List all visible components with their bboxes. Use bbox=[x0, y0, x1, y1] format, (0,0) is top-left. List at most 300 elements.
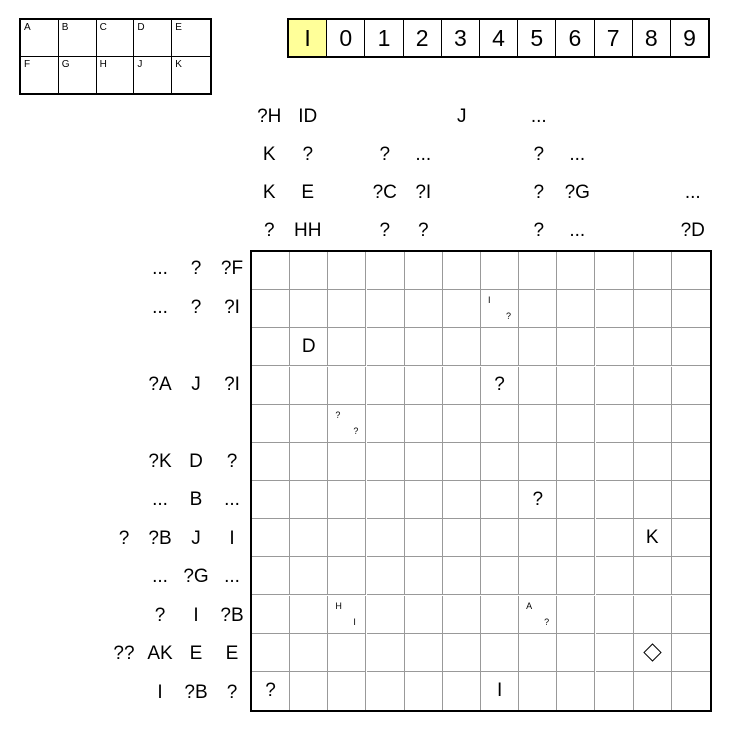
column-clue-group bbox=[597, 98, 636, 250]
column-clue-group bbox=[289, 98, 328, 250]
grid-cell[interactable] bbox=[596, 481, 634, 519]
grid-cell[interactable] bbox=[252, 405, 290, 443]
column-clue bbox=[366, 98, 405, 136]
grid-cell[interactable] bbox=[443, 519, 481, 557]
pencil-mark: A bbox=[526, 600, 533, 611]
column-clue bbox=[443, 212, 482, 250]
cell-value: D bbox=[301, 335, 316, 357]
row-clue-group bbox=[70, 250, 250, 289]
row-clue-group bbox=[70, 404, 250, 443]
column-clue-group bbox=[635, 98, 674, 250]
row-clue: ... bbox=[224, 489, 240, 511]
grid-cell[interactable] bbox=[405, 252, 443, 290]
column-clue bbox=[327, 174, 366, 212]
row-clues bbox=[70, 250, 250, 712]
row-clue bbox=[106, 366, 142, 405]
row-clue: AK bbox=[147, 643, 173, 665]
row-clue: ?B bbox=[184, 681, 208, 703]
row-clue bbox=[70, 250, 106, 289]
row-clue-group bbox=[70, 597, 250, 636]
row-clue bbox=[70, 404, 106, 443]
grid-cell[interactable] bbox=[405, 328, 443, 366]
column-clue: ? bbox=[533, 220, 545, 241]
column-clue bbox=[327, 136, 366, 174]
grid-cell[interactable] bbox=[519, 443, 557, 481]
palette-item[interactable]: 5 bbox=[518, 20, 556, 56]
grid-cell[interactable] bbox=[290, 328, 328, 366]
column-clue bbox=[327, 98, 366, 136]
grid-cell[interactable] bbox=[557, 405, 595, 443]
grid-cell[interactable] bbox=[443, 481, 481, 519]
grid-cell[interactable] bbox=[519, 367, 557, 405]
column-clue bbox=[597, 212, 636, 250]
column-clue: ?I bbox=[415, 182, 432, 203]
row-clue bbox=[106, 289, 142, 328]
legend-cell: F bbox=[21, 57, 59, 94]
grid-cell[interactable] bbox=[405, 519, 443, 557]
column-clue bbox=[481, 212, 520, 250]
row-clue: D bbox=[189, 450, 203, 472]
row-clue: B bbox=[189, 489, 203, 511]
row-clue-group bbox=[70, 635, 250, 674]
row-clue-group bbox=[70, 558, 250, 597]
row-clue-group bbox=[70, 366, 250, 405]
row-clue: ... bbox=[152, 566, 168, 588]
row-clue: E bbox=[189, 643, 203, 665]
column-clue bbox=[481, 174, 520, 212]
grid-cell[interactable] bbox=[672, 557, 710, 595]
grid-cell[interactable] bbox=[367, 405, 405, 443]
grid-cell[interactable] bbox=[557, 519, 595, 557]
grid-cell[interactable] bbox=[481, 367, 519, 405]
grid-cell[interactable] bbox=[290, 290, 328, 328]
grid-cell[interactable] bbox=[557, 672, 595, 710]
row-clue bbox=[70, 558, 106, 597]
grid-cell[interactable] bbox=[328, 328, 366, 366]
column-clue-group bbox=[558, 98, 597, 250]
grid-cell[interactable] bbox=[328, 405, 366, 443]
column-clue: HH bbox=[294, 220, 322, 241]
legend-cell: B bbox=[59, 20, 97, 57]
grid-cell[interactable] bbox=[596, 252, 634, 290]
grid-cell[interactable] bbox=[634, 672, 672, 710]
grid-cell[interactable] bbox=[481, 596, 519, 634]
grid-cell[interactable] bbox=[252, 481, 290, 519]
grid-cell[interactable] bbox=[328, 252, 366, 290]
column-clue bbox=[597, 174, 636, 212]
grid-cell[interactable] bbox=[596, 290, 634, 328]
column-clue bbox=[597, 136, 636, 174]
grid-cell[interactable] bbox=[481, 290, 519, 328]
column-clue-group bbox=[674, 98, 713, 250]
pencil-mark: ? bbox=[335, 409, 341, 420]
grid-cell[interactable] bbox=[328, 481, 366, 519]
grid-cell[interactable] bbox=[519, 252, 557, 290]
row-clue: ? bbox=[190, 296, 202, 318]
grid-cell[interactable] bbox=[634, 557, 672, 595]
legend-cell: G bbox=[59, 57, 97, 94]
grid-cell[interactable] bbox=[367, 596, 405, 634]
grid-cell[interactable] bbox=[367, 519, 405, 557]
grid-cell[interactable] bbox=[481, 634, 519, 672]
grid-cell[interactable] bbox=[328, 672, 366, 710]
grid-cell[interactable] bbox=[634, 443, 672, 481]
row-clue: ?I bbox=[224, 373, 240, 395]
grid-cell[interactable] bbox=[290, 634, 328, 672]
symbol-palette bbox=[287, 18, 710, 58]
grid-cell[interactable] bbox=[557, 481, 595, 519]
column-clue: K bbox=[262, 182, 276, 203]
grid-cell[interactable] bbox=[443, 634, 481, 672]
grid-cell[interactable] bbox=[328, 557, 366, 595]
grid-cell[interactable] bbox=[367, 367, 405, 405]
row-clue: ... bbox=[152, 489, 168, 511]
grid-cell[interactable] bbox=[481, 481, 519, 519]
grid-cell[interactable] bbox=[557, 443, 595, 481]
grid-cell[interactable] bbox=[367, 252, 405, 290]
column-clue bbox=[635, 174, 674, 212]
grid-cell[interactable] bbox=[672, 367, 710, 405]
row-clue: I bbox=[193, 604, 199, 626]
grid-cell[interactable] bbox=[328, 443, 366, 481]
row-clue-group bbox=[70, 481, 250, 520]
grid-cell[interactable] bbox=[519, 557, 557, 595]
palette-item[interactable]: 7 bbox=[595, 20, 633, 56]
legend-cell: D bbox=[134, 20, 172, 57]
grid-cell[interactable] bbox=[672, 328, 710, 366]
grid-cell[interactable] bbox=[672, 672, 710, 710]
row-clue bbox=[106, 327, 142, 366]
row-clue bbox=[70, 443, 106, 482]
row-clue bbox=[70, 289, 106, 328]
row-clue-group bbox=[70, 327, 250, 366]
grid-cell[interactable] bbox=[596, 596, 634, 634]
grid-cell[interactable] bbox=[252, 328, 290, 366]
legend-cell: K bbox=[175, 58, 182, 70]
pencil-mark: H bbox=[335, 600, 342, 611]
column-clue: ? bbox=[533, 144, 545, 165]
grid-cell[interactable] bbox=[328, 596, 366, 634]
palette-item[interactable]: 1 bbox=[365, 20, 403, 56]
row-clue bbox=[178, 404, 214, 443]
cell-value: K bbox=[645, 526, 659, 548]
grid-cell[interactable] bbox=[519, 328, 557, 366]
column-clue-group bbox=[366, 98, 405, 250]
grid-cell[interactable] bbox=[252, 557, 290, 595]
row-clue bbox=[106, 481, 142, 520]
cell-value: ? bbox=[532, 488, 544, 510]
row-clue bbox=[106, 404, 142, 443]
grid-cell[interactable] bbox=[672, 481, 710, 519]
grid-cell[interactable] bbox=[443, 328, 481, 366]
row-clue bbox=[214, 327, 250, 366]
grid-cell[interactable] bbox=[328, 367, 366, 405]
grid-cell[interactable] bbox=[290, 367, 328, 405]
column-clue-group bbox=[443, 98, 482, 250]
palette-item[interactable]: 9 bbox=[683, 24, 696, 51]
palette-item[interactable]: 0 bbox=[327, 20, 365, 56]
grid-cell[interactable] bbox=[557, 634, 595, 672]
row-clue: ?B bbox=[148, 527, 172, 549]
grid-cell[interactable] bbox=[672, 596, 710, 634]
column-clue bbox=[635, 212, 674, 250]
legend-cell: E bbox=[172, 20, 210, 57]
grid-cell[interactable] bbox=[634, 252, 672, 290]
grid-cell[interactable] bbox=[252, 672, 290, 710]
grid-cell[interactable] bbox=[519, 672, 557, 710]
row-clue: ? bbox=[118, 527, 130, 549]
legend-cell: J bbox=[134, 57, 172, 94]
grid-cell[interactable] bbox=[634, 634, 672, 672]
column-clue bbox=[443, 174, 482, 212]
grid-cell[interactable] bbox=[290, 252, 328, 290]
column-clue: K bbox=[262, 144, 276, 165]
grid-cell[interactable] bbox=[519, 290, 557, 328]
column-clue bbox=[558, 98, 597, 136]
pencil-mark: ? bbox=[544, 616, 550, 627]
grid-cell[interactable] bbox=[672, 252, 710, 290]
row-clue: ?G bbox=[183, 566, 209, 588]
grid-cell[interactable] bbox=[405, 405, 443, 443]
grid-cell[interactable] bbox=[481, 672, 519, 710]
grid-cell[interactable] bbox=[328, 634, 366, 672]
grid-cell[interactable] bbox=[634, 596, 672, 634]
row-clue: E bbox=[225, 643, 239, 665]
column-clue: ... bbox=[530, 106, 547, 127]
cell-value: ? bbox=[265, 679, 276, 701]
column-clue: ?H bbox=[257, 106, 282, 127]
grid-cell[interactable] bbox=[672, 519, 710, 557]
row-clue: ... bbox=[152, 296, 168, 318]
puzzle-grid bbox=[250, 250, 712, 712]
grid-cell[interactable] bbox=[634, 481, 672, 519]
column-clue bbox=[404, 98, 443, 136]
row-clue: ?B bbox=[220, 604, 244, 626]
row-clue bbox=[70, 327, 106, 366]
grid-cell[interactable] bbox=[443, 405, 481, 443]
grid-cell[interactable] bbox=[596, 519, 634, 557]
row-clue bbox=[70, 674, 106, 713]
grid-cell[interactable] bbox=[252, 367, 290, 405]
grid-cell[interactable] bbox=[481, 328, 519, 366]
grid-cell[interactable] bbox=[252, 519, 290, 557]
column-clue bbox=[443, 136, 482, 174]
grid-cell[interactable] bbox=[290, 443, 328, 481]
palette-item-selected[interactable]: I bbox=[289, 20, 327, 56]
grid-cell[interactable] bbox=[557, 290, 595, 328]
row-clue-group bbox=[70, 674, 250, 713]
column-clue bbox=[674, 136, 713, 174]
grid-cell[interactable] bbox=[481, 519, 519, 557]
grid-cell[interactable] bbox=[252, 252, 290, 290]
grid-cell[interactable] bbox=[405, 557, 443, 595]
column-clue bbox=[481, 136, 520, 174]
grid-cell[interactable] bbox=[519, 519, 557, 557]
grid-cell[interactable] bbox=[519, 405, 557, 443]
grid-cell[interactable] bbox=[634, 328, 672, 366]
column-clue-group bbox=[250, 98, 289, 250]
grid-cell[interactable] bbox=[672, 443, 710, 481]
row-clue: J bbox=[191, 527, 201, 549]
column-clue-group bbox=[481, 98, 520, 250]
grid-cell[interactable] bbox=[634, 519, 672, 557]
grid-cell[interactable] bbox=[596, 367, 634, 405]
grid-cell[interactable] bbox=[481, 557, 519, 595]
grid-cell[interactable] bbox=[596, 405, 634, 443]
column-clue: ... bbox=[569, 220, 586, 241]
grid-cell[interactable] bbox=[367, 634, 405, 672]
grid-cell[interactable] bbox=[519, 596, 557, 634]
grid-cell[interactable] bbox=[634, 405, 672, 443]
palette-item[interactable]: 4 bbox=[480, 20, 518, 56]
row-clue: ? bbox=[190, 258, 202, 280]
row-clue bbox=[106, 674, 142, 713]
column-clue: ? bbox=[379, 220, 391, 241]
column-clue: ? bbox=[302, 144, 314, 165]
grid-cell[interactable] bbox=[557, 367, 595, 405]
row-clue bbox=[70, 520, 106, 559]
grid-cell[interactable] bbox=[367, 672, 405, 710]
cell-value: ? bbox=[494, 374, 505, 396]
column-clue: ... bbox=[569, 144, 586, 165]
grid-cell[interactable] bbox=[596, 443, 634, 481]
grid-cell[interactable] bbox=[557, 328, 595, 366]
palette-item[interactable]: 2 bbox=[404, 20, 442, 56]
palette-item[interactable]: 8 bbox=[633, 20, 671, 56]
grid-cell[interactable] bbox=[443, 443, 481, 481]
column-clue bbox=[674, 98, 713, 136]
grid-cell[interactable] bbox=[596, 557, 634, 595]
column-clue bbox=[597, 98, 636, 136]
column-clue: ?C bbox=[372, 182, 397, 203]
column-clue: ... bbox=[684, 182, 701, 203]
grid-cell[interactable] bbox=[481, 405, 519, 443]
row-clue: I bbox=[229, 527, 235, 549]
pencil-mark: I bbox=[353, 616, 356, 627]
palette-item[interactable]: 3 bbox=[442, 20, 480, 56]
row-clue bbox=[142, 327, 178, 366]
grid-cell[interactable] bbox=[405, 290, 443, 328]
row-clue bbox=[70, 366, 106, 405]
cell-value: I bbox=[496, 679, 503, 701]
row-clue bbox=[106, 250, 142, 289]
grid-cell[interactable] bbox=[634, 367, 672, 405]
grid-cell[interactable] bbox=[290, 519, 328, 557]
grid-cell[interactable] bbox=[557, 252, 595, 290]
row-clue bbox=[106, 558, 142, 597]
grid-cell[interactable] bbox=[405, 481, 443, 519]
row-clue: ?A bbox=[148, 373, 172, 395]
grid-cell[interactable] bbox=[557, 596, 595, 634]
grid-cell[interactable] bbox=[290, 481, 328, 519]
row-clue: ?I bbox=[224, 296, 240, 318]
grid-cell[interactable] bbox=[672, 634, 710, 672]
grid-cell[interactable] bbox=[672, 405, 710, 443]
row-clue: ? bbox=[226, 450, 238, 472]
column-clue-group bbox=[520, 98, 559, 250]
column-clue bbox=[635, 98, 674, 136]
column-clue bbox=[327, 212, 366, 250]
grid-cell[interactable] bbox=[367, 443, 405, 481]
row-clue: ? bbox=[226, 681, 238, 703]
grid-cell[interactable] bbox=[367, 557, 405, 595]
row-clue-group bbox=[70, 520, 250, 559]
palette-item[interactable]: 6 bbox=[556, 20, 594, 56]
column-clues bbox=[250, 98, 712, 250]
grid-cell[interactable] bbox=[290, 672, 328, 710]
grid-cell[interactable] bbox=[519, 481, 557, 519]
grid-cell[interactable] bbox=[290, 557, 328, 595]
row-clue-group bbox=[70, 443, 250, 482]
grid-cell[interactable] bbox=[481, 443, 519, 481]
grid-cell[interactable] bbox=[367, 290, 405, 328]
grid-cell[interactable] bbox=[405, 443, 443, 481]
row-clue: ... bbox=[224, 566, 240, 588]
grid-cell[interactable] bbox=[252, 596, 290, 634]
grid-cell[interactable] bbox=[519, 634, 557, 672]
column-clue-group bbox=[404, 98, 443, 250]
grid-cell[interactable] bbox=[443, 596, 481, 634]
column-clue: ... bbox=[415, 144, 432, 165]
grid-cell[interactable] bbox=[405, 367, 443, 405]
row-clue bbox=[70, 481, 106, 520]
legend-cell: C bbox=[97, 20, 135, 57]
grid-cell[interactable] bbox=[328, 290, 366, 328]
grid-cell[interactable] bbox=[367, 328, 405, 366]
diamond-icon bbox=[643, 643, 661, 661]
row-clue bbox=[106, 443, 142, 482]
row-clue-group bbox=[70, 289, 250, 328]
grid-cell[interactable] bbox=[443, 557, 481, 595]
grid-cell[interactable] bbox=[443, 367, 481, 405]
grid-cell[interactable] bbox=[252, 290, 290, 328]
row-clue: ? bbox=[154, 604, 166, 626]
grid-cell[interactable] bbox=[443, 290, 481, 328]
grid-cell[interactable] bbox=[290, 596, 328, 634]
column-clue: ID bbox=[298, 106, 318, 127]
grid-cell[interactable] bbox=[405, 596, 443, 634]
grid-cell[interactable] bbox=[328, 519, 366, 557]
grid-cell[interactable] bbox=[596, 328, 634, 366]
grid-cell[interactable] bbox=[672, 290, 710, 328]
column-clue-group bbox=[327, 98, 366, 250]
grid-cell[interactable] bbox=[596, 672, 634, 710]
grid-cell[interactable] bbox=[481, 252, 519, 290]
grid-cell[interactable] bbox=[557, 557, 595, 595]
row-clue: I bbox=[157, 681, 163, 703]
row-clue: ?? bbox=[113, 643, 135, 665]
row-clue: ?K bbox=[148, 450, 172, 472]
row-clue: ?F bbox=[220, 258, 244, 280]
row-clue: ... bbox=[152, 258, 168, 280]
grid-cell[interactable] bbox=[405, 672, 443, 710]
grid-cell[interactable] bbox=[290, 405, 328, 443]
column-clue: J bbox=[457, 106, 467, 127]
grid-cell[interactable] bbox=[367, 481, 405, 519]
grid-cell[interactable] bbox=[596, 634, 634, 672]
legend-cell: A bbox=[21, 20, 59, 57]
grid-cell[interactable] bbox=[405, 634, 443, 672]
column-clue: E bbox=[301, 182, 315, 203]
grid-cell[interactable] bbox=[443, 672, 481, 710]
grid-cell[interactable] bbox=[443, 252, 481, 290]
column-clue: ?G bbox=[564, 182, 590, 203]
grid-cell[interactable] bbox=[252, 443, 290, 481]
row-clue: J bbox=[191, 373, 201, 395]
pencil-mark: I bbox=[488, 295, 491, 306]
grid-cell[interactable] bbox=[634, 290, 672, 328]
grid-cell[interactable] bbox=[252, 634, 290, 672]
